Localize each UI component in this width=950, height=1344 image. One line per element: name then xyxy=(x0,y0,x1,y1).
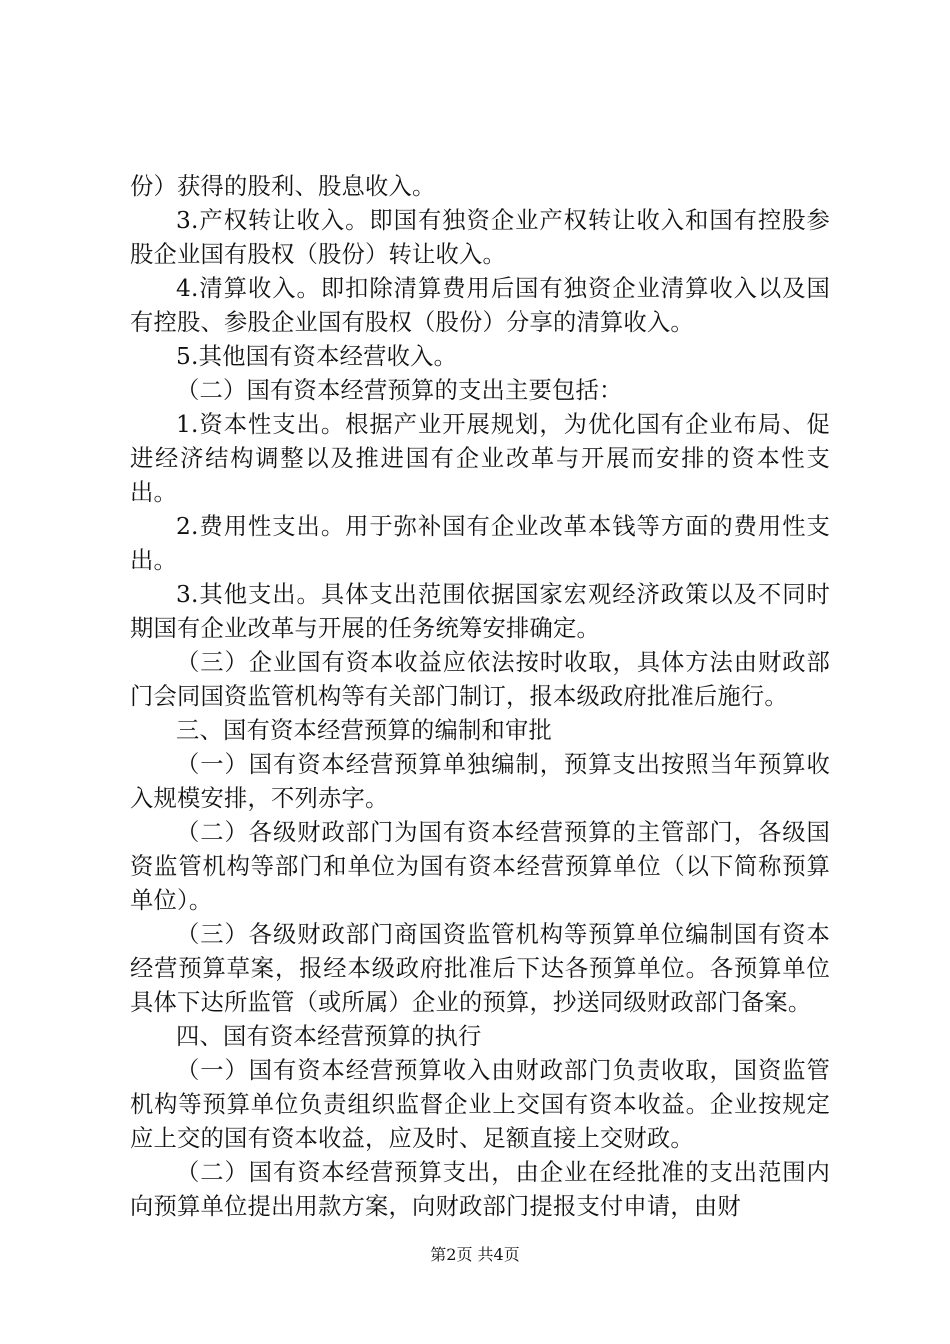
paragraph: 3.产权转让收入。即国有独资企业产权转让收入和国有控股参股企业国有股权（股份）转让收入。 xyxy=(130,207,830,268)
paragraph: （一）国有资本经营预算收入由财政部门负责收取，国资监管机构等预算单位负责组织监督企业上交国有资本收益。企业按规定应上交的国有资本收益，应及时、足额直接上交财政。 xyxy=(130,1057,830,1152)
paragraph: 4.清算收入。即扣除清算费用后国有独资企业清算收入以及国有控股、参股企业国有股权（股份）分享的清算收入。 xyxy=(130,275,830,336)
paragraph: （二）国有资本经营预算支出，由企业在经批准的支出范围内向预算单位提出用款方案，向财政部门提报支付申请，由财 xyxy=(130,1159,830,1220)
paragraph: 1.资本性支出。根据产业开展规划，为优化国有企业布局、促进经济结构调整以及推进国有企业改革与开展而安排的资本性支出。 xyxy=(130,411,830,506)
paragraph: （一）国有资本经营预算单独编制，预算支出按照当年预算收入规模安排，不列赤字。 xyxy=(130,751,830,812)
paragraph: （三）各级财政部门商国资监管机构等预算单位编制国有资本经营预算草案，报经本级政府批准后下达各预算单位。各预算单位具体下达所监管（或所属）企业的预算，抄送同级财政部门备案。 xyxy=(130,921,830,1016)
paragraph: 2.费用性支出。用于弥补国有企业改革本钱等方面的费用性支出。 xyxy=(130,513,830,574)
paragraph: 3.其他支出。具体支出范围依据国家宏观经济政策以及不同时期国有企业改革与开展的任务统筹安排确定。 xyxy=(130,581,830,642)
paragraph: 四、国有资本经营预算的执行 xyxy=(176,1023,482,1050)
paragraph: （三）企业国有资本收益应依法按时收取，具体方法由财政部门会同国资监管机构等有关部门制订，报本级政府批准后施行。 xyxy=(130,649,830,710)
paragraph: 5.其他国有资本经营收入。 xyxy=(176,343,458,370)
paragraph: 份）获得的股利、股息收入。 xyxy=(130,173,436,200)
paragraph: （二）各级财政部门为国有资本经营预算的主管部门，各级国资监管机构等部门和单位为国有资本经营预算单位（以下简称预算单位）。 xyxy=(130,819,830,914)
paragraph: （二）国有资本经营预算的支出主要包括： xyxy=(176,377,623,404)
page-footer: 第2页 共4页 xyxy=(430,1245,520,1264)
paragraph: 三、国有资本经营预算的编制和审批 xyxy=(176,717,552,744)
document-body xyxy=(130,170,830,1224)
